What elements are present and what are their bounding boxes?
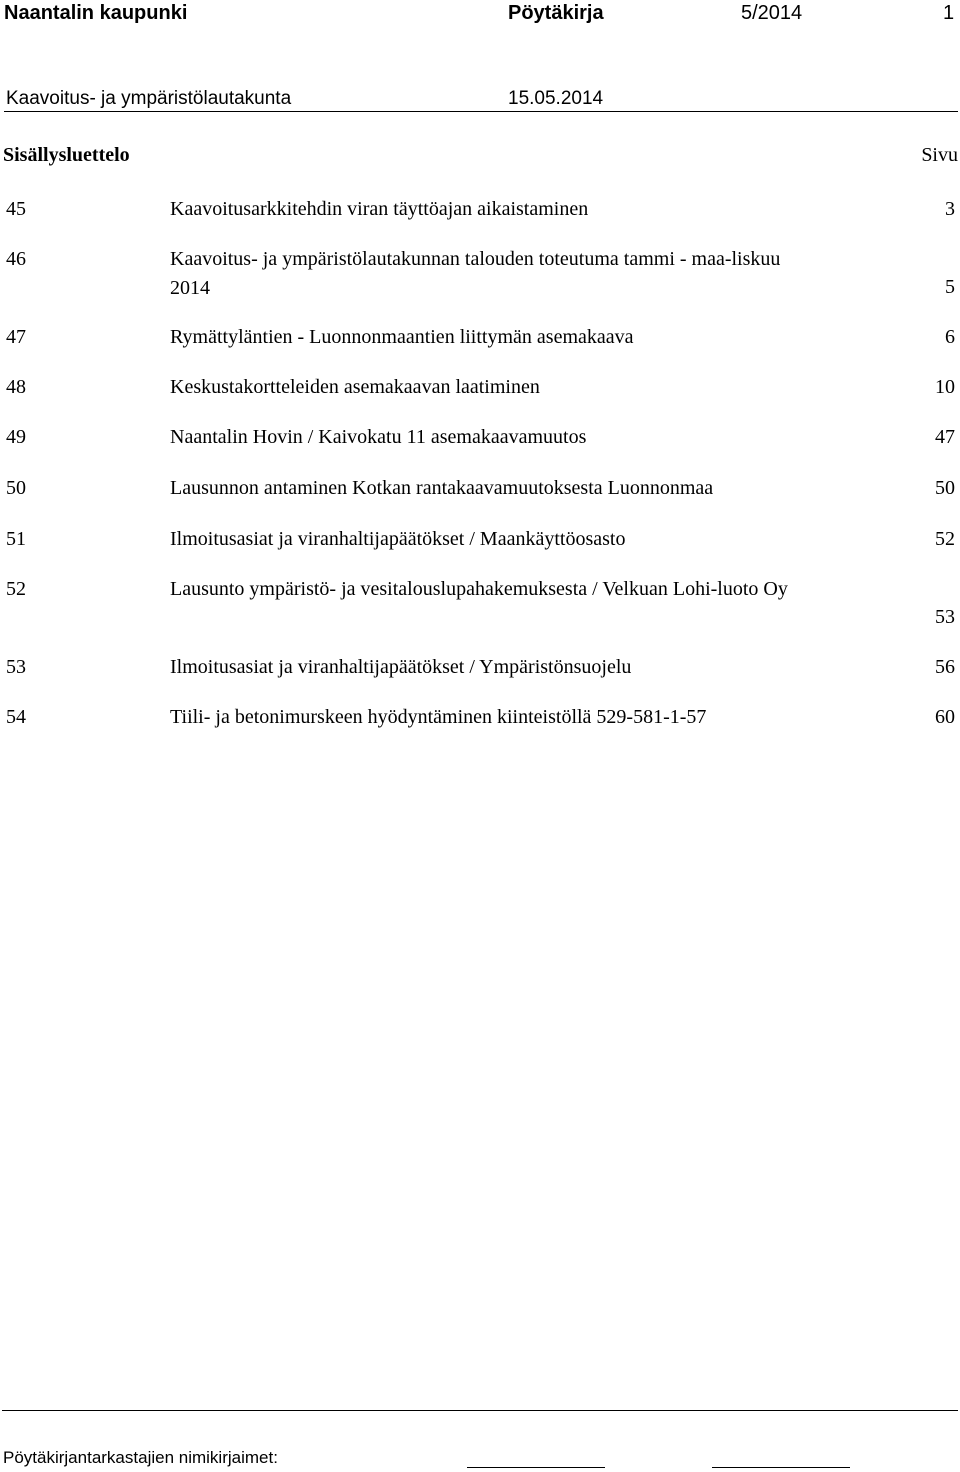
toc-item-number: 51 [6, 528, 26, 550]
toc-item-number: 46 [6, 248, 26, 270]
toc-item-page: 10 [935, 376, 955, 398]
toc-item-title: Kaavoitusarkkitehdin viran täyttöajan aikaistaminen [170, 198, 589, 220]
toc-item-page: 47 [935, 426, 955, 448]
toc-item-title: Lausunnon antaminen Kotkan rantakaavamuutoksesta Luonnonmaa [170, 477, 714, 499]
toc-item-title: Kaavoitus- ja ympäristölautakunnan talouden toteutuma tammi - maa-liskuu 2014 [170, 248, 781, 299]
toc-item-number: 53 [6, 656, 26, 678]
signature-line [712, 1467, 850, 1468]
toc-item-title: Tiili- ja betonimurskeen hyödyntäminen kiinteistöllä 529-581-1-57 [170, 706, 707, 728]
toc-item-number: 48 [6, 376, 26, 398]
toc-item-title: Keskustakortteleiden asemakaavan laatiminen [170, 376, 540, 398]
toc-item-title: Ilmoitusasiat ja viranhaltijapäätökset / Ympäristönsuojelu [170, 656, 632, 678]
toc-item-page: 6 [945, 326, 955, 348]
toc-item-number: 45 [6, 198, 26, 220]
toc-item-page: 52 [935, 528, 955, 550]
toc-item-page: 5 [945, 276, 955, 298]
toc-item-number: 54 [6, 706, 26, 728]
toc-item-title: Naantalin Hovin / Kaivokatu 11 asemakaavamuutos [170, 426, 587, 448]
toc-item-page: 50 [935, 477, 955, 499]
toc-item-number: 49 [6, 426, 26, 448]
organization-name: Naantalin kaupunki [4, 2, 188, 24]
toc-item-title: Rymättyläntien - Luonnonmaantien liittymän asemakaava [170, 326, 634, 348]
toc-item-page: 3 [945, 198, 955, 220]
toc-item-number: 52 [6, 578, 26, 600]
toc-page-column-label: Sivu [921, 144, 958, 166]
toc-item-number: 47 [6, 326, 26, 348]
toc-item-page: 60 [935, 706, 955, 728]
toc-item-page: 56 [935, 656, 955, 678]
toc-title: Sisällysluettelo [3, 144, 130, 166]
toc-item-page: 53 [935, 606, 955, 628]
signatures-label: Pöytäkirjantarkastajien nimikirjaimet: [3, 1448, 278, 1467]
meeting-number: 5/2014 [741, 2, 803, 24]
committee-name: Kaavoitus- ja ympäristölautakunta [6, 88, 292, 109]
page-number: 1 [943, 2, 955, 24]
meeting-date: 15.05.2014 [508, 88, 604, 109]
footer-divider [2, 1410, 958, 1411]
toc-item-title: Ilmoitusasiat ja viranhaltijapäätökset / Maankäyttöosasto [170, 528, 626, 550]
signature-line [467, 1467, 605, 1468]
header-divider [4, 111, 958, 112]
document-type: Pöytäkirja [508, 2, 604, 24]
toc-item-number: 50 [6, 477, 26, 499]
toc-item-title: Lausunto ympäristö- ja vesitalouslupahakemuksesta / Velkuan Lohi-luoto Oy [170, 578, 788, 600]
